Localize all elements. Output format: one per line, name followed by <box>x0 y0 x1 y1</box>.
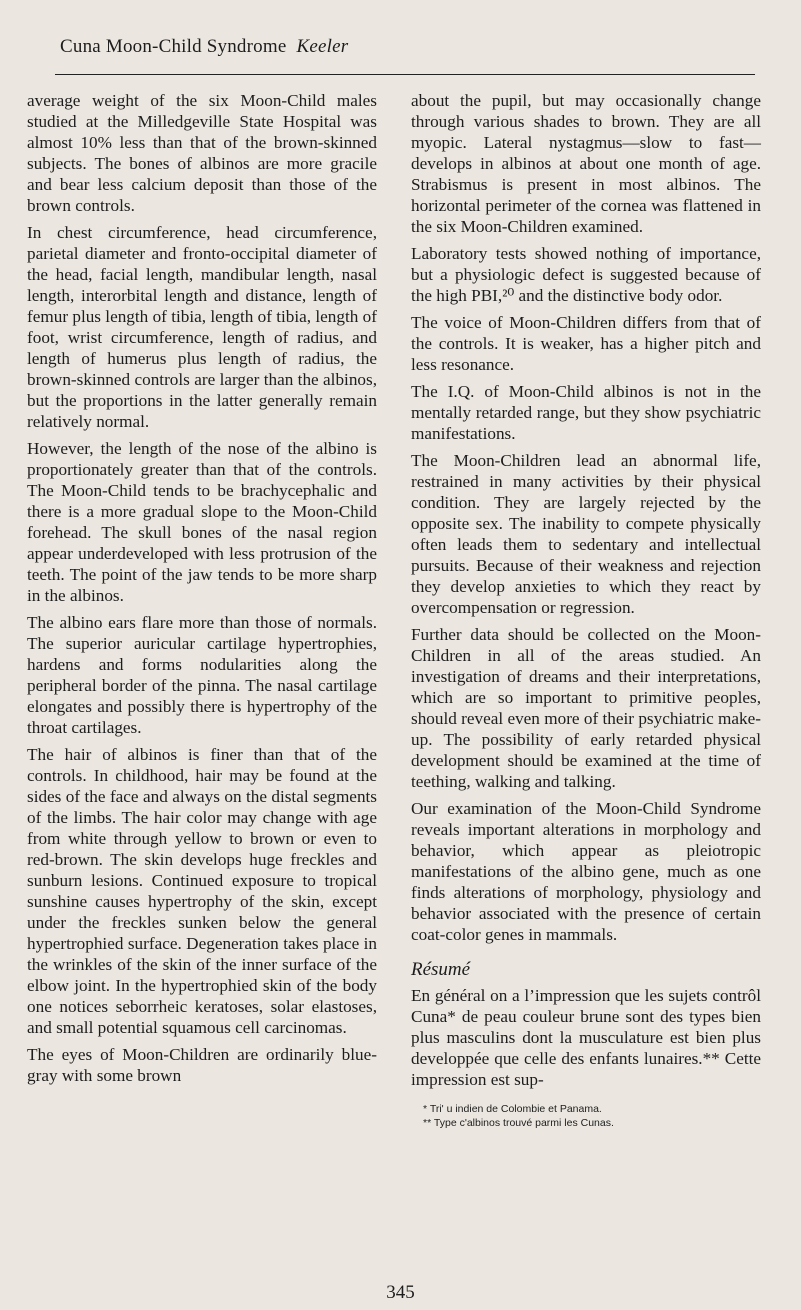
paragraph: Further data should be collected on the Moon-Children in all of the areas studied. An investigation of dreams and their interpretations, which are so important to primitive peoples, should reveal even more of their psychiatric make-up. The possibility of early retarded physical development should be examined at the time of teething, walking and talking. <box>411 625 761 791</box>
footnote: * Tri' u indien de Colombie et Panama. <box>423 1103 602 1115</box>
running-head <box>60 36 348 58</box>
paragraph: Laboratory tests showed nothing of importance, but a physiologic defect is suggested because of the high PBI,²⁰ and the distinctive body odor. <box>411 244 761 305</box>
paragraph: The I.Q. of Moon-Child albinos is not in the mentally retarded range, but they show psychiatric manifestations. <box>411 382 761 443</box>
page-number: 345 <box>386 1282 415 1303</box>
author-name: Keeler <box>296 36 349 57</box>
paragraph: The albino ears flare more than those of normals. The superior auricular cartilage hypertrophies, hardens and forms nodularities along the peripheral border of the pinna. The nasal cartilage elongates and possibly there is hypertrophy of the throat cartilages. <box>27 613 377 737</box>
resume-paragraph: En général on a l’impression que les sujets contrôl Cuna* de peau couleur brune sont des types bien plus masculins dont la musculature est bien plus developpée que celle des enfants lunaires.** Cette impression est sup- <box>411 986 761 1089</box>
footnotes <box>411 1102 761 1130</box>
article-title: Cuna Moon-Child Syndrome <box>60 36 287 57</box>
paragraph: The hair of albinos is finer than that of the controls. In childhood, hair may be found at the sides of the face and always on the distal segments of the limbs. The hair color may change with age from white through yellow to brown or even to red-brown. The skin develops huge freckles and sunburn lesions. Continued exposure to tropical sunshine causes hypertrophy of the skin, except under the freckles sunken below the general hypertrophied surface. Degeneration takes place in the wrinkles of the skin of the inner surface of the elbow joint. In the hypertrophied skin of the body one notices seborrheic keratoses, solar elastoses, and small potential squamous cell carcinomas. <box>27 745 377 1037</box>
paragraph: about the pupil, but may occasionally change through various shades to brown. They are all myopic. Lateral nystagmus—slow to fast—develops in albinos at about one month of age. Strabismus is present in most albinos. The horizontal perimeter of the cornea was flattened in the six Moon-Children examined. <box>411 91 761 236</box>
paragraph: However, the length of the nose of the albino is proportionately greater than that of the controls. The Moon-Child tends to be brachycephalic and there is a more gradual slope to the Moon-Child forehead. The skull bones of the nasal region appear underdeveloped with less protrusion of the teeth. The point of the jaw tends to be more sharp in the albinos. <box>27 439 377 605</box>
paragraph: In chest circumference, head circumference, parietal diameter and fronto-occipital diameter of the head, facial length, mandibular length, nasal length, interorbital length and distance, length of femur plus length of tibia, length of tibia, length of foot, wrist circumference, length of radius, and length of humerus plus length of radius, the brown-skinned controls are larger than the albinos, but the proportions in the latter generally remain relatively normal. <box>27 223 377 431</box>
right-column <box>411 90 761 1130</box>
paragraph: The eyes of Moon-Children are ordinarily blue-gray with some brown <box>27 1045 377 1085</box>
resume-heading: Résumé <box>411 959 471 980</box>
paragraph: The voice of Moon-Children differs from that of the controls. It is weaker, has a higher pitch and less resonance. <box>411 313 761 374</box>
header-rule <box>55 74 755 75</box>
paragraph: Our examination of the Moon-Child Syndrome reveals important alterations in morphology and behavior, which appear as pleiotropic manifestations of the albino gene, much as one finds alterations of morphology, physiology and behavior associated with the presence of certain coat-color genes in mammals. <box>411 799 761 944</box>
paragraph: average weight of the six Moon-Child males studied at the Milledgeville State Hospital was almost 10% less than that of the brown-skinned subjects. The bones of albinos are more gracile and bear less calcium deposit than those of the brown controls. <box>27 91 377 215</box>
footnote: ** Type c'albinos trouvé parmi les Cunas. <box>423 1117 614 1129</box>
paragraph: The Moon-Children lead an abnormal life, restrained in many activities by their physical condition. They are largely rejected by the opposite sex. The inability to compete physically often leads them to sedentary and intellectual pursuits. Because of their weakness and rejection they develop anxieties to which they react by overcompensation or regression. <box>411 451 761 617</box>
left-column <box>27 90 377 1092</box>
